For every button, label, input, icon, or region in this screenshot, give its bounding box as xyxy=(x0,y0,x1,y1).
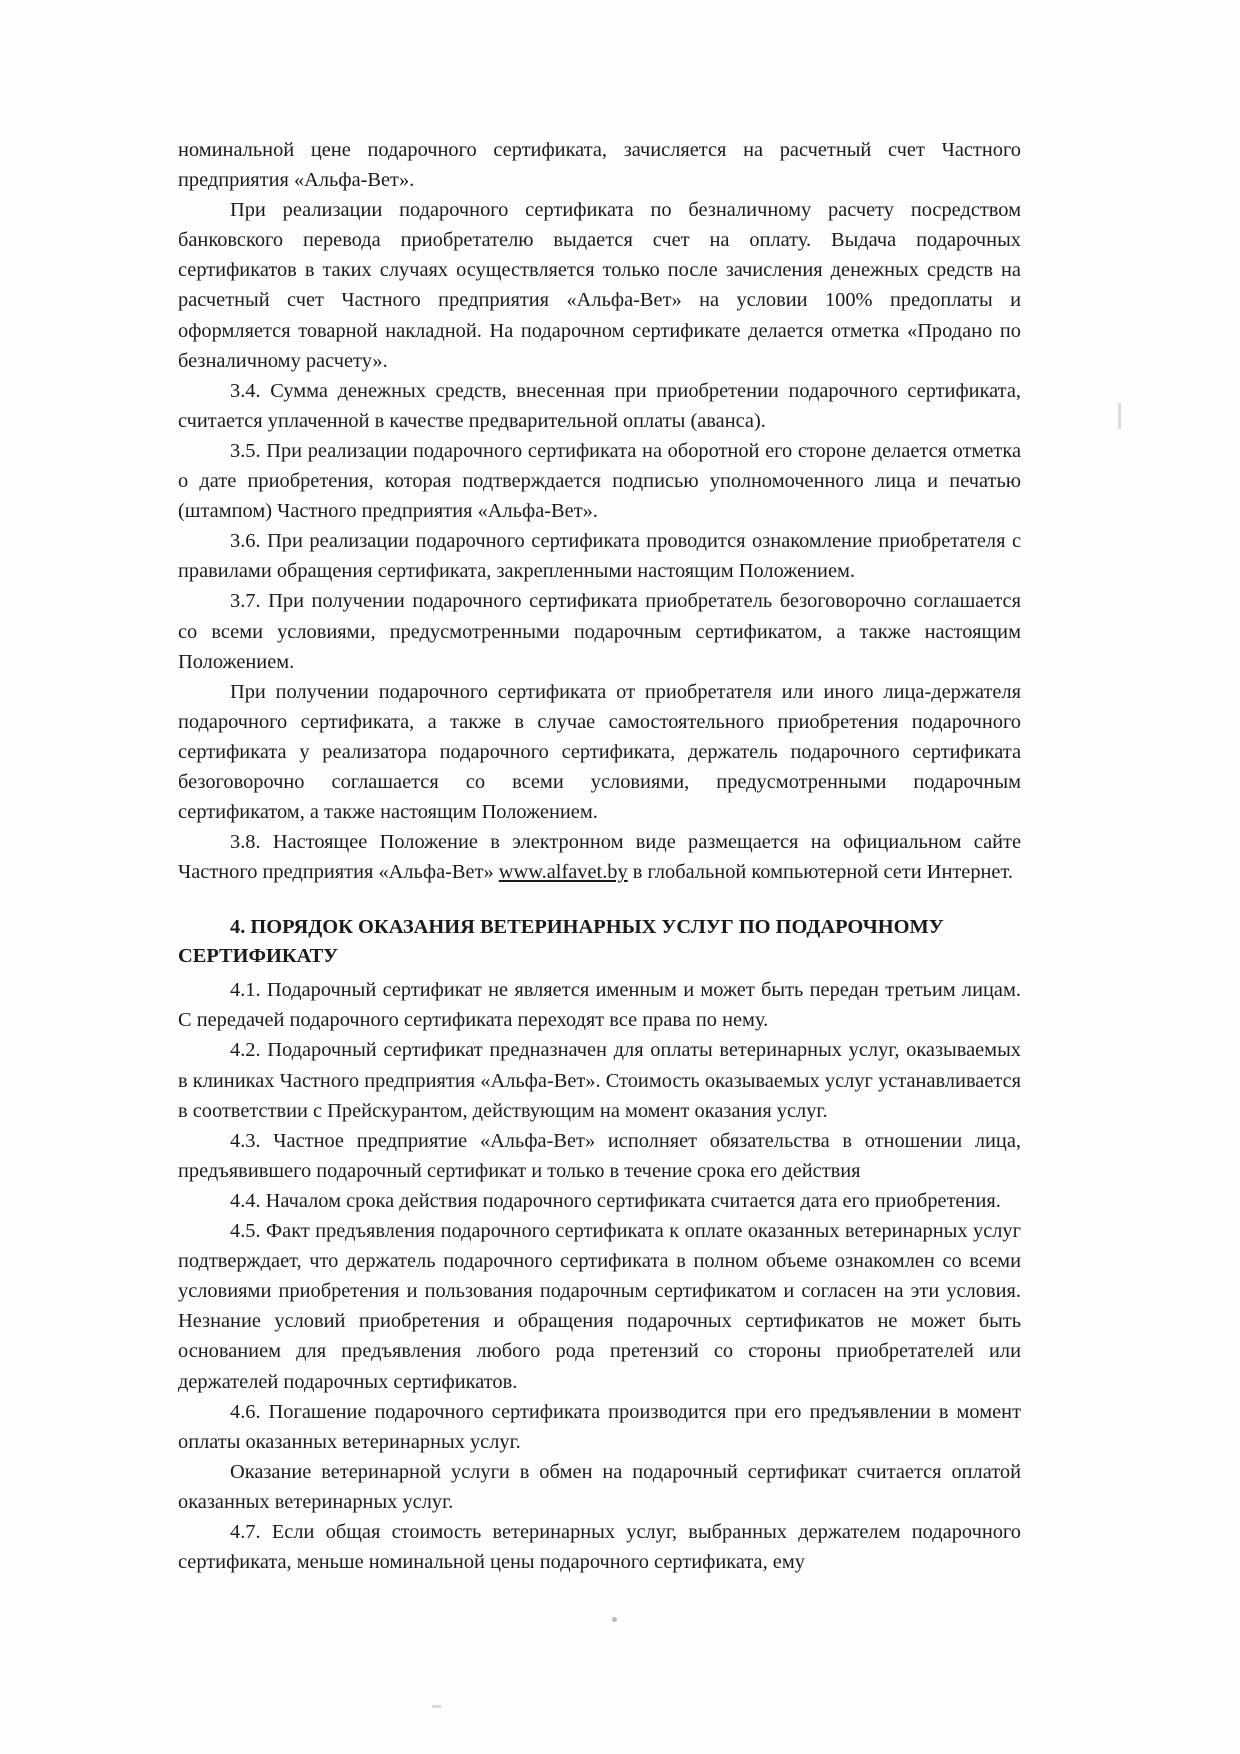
paragraph-holder-consent: При получении подарочного сертификата от приобретателя или иного лица-держателя подарочного сертификата, а также в случае самостоятельного приобретения подарочного сертификата у реализатора подарочного сертификата, держатель подарочного сертификата безоговорочно соглашается со всеми условиями, предусмотренными подарочным сертификатом, а также настоящим Положением. xyxy=(178,680,1021,824)
paragraph-3-4: 3.4. Сумма денежных средств, внесенная при приобретении подарочного сертификата, считается уплаченной в качестве предварительной оплаты (аванса). xyxy=(178,379,1021,432)
paragraph-4-6: 4.6. Погашение подарочного сертификата производится при его предъявлении в момент оплаты оказанных ветеринарных услуг. xyxy=(178,1400,1021,1453)
paragraph-3-8-before-link: 3.8. Настоящее Положение в электронном виде размещается на официальном сайте Частного предприятия «Альфа-Вет» xyxy=(178,831,1021,884)
scan-artifact-edge-mark xyxy=(1118,403,1121,429)
paragraph-4-2: 4.2. Подарочный сертификат предназначен для оплаты ветеринарных услуг, оказываемых в клиниках Частного предприятия «Альфа-Вет». Стоимость оказываемых услуг устанавливается в соответствии с Прейскурантом, действующим на момент оказания услуг. xyxy=(178,1039,1021,1122)
paragraph-4-7: 4.7. Если общая стоимость ветеринарных услуг, выбранных держателем подарочного сертификата, меньше номинальной цены подарочного сертификата, ему xyxy=(178,1520,1021,1574)
document-body xyxy=(178,135,1021,1577)
paragraph-3-8 xyxy=(178,827,1021,887)
paragraph-4-3: 4.3. Частное предприятие «Альфа-Вет» исполняет обязательства в отношении лица, предъявившего подарочный сертификат и только в течение срока его действия xyxy=(178,1129,1021,1182)
paragraph-3-5: 3.5. При реализации подарочного сертификата на оборотной его стороне делается отметка о дате приобретения, которая подтверждается подписью уполномоченного лица и печатью (штампом) Частного предприятия «Альфа-Вет». xyxy=(178,439,1021,523)
paragraph-4-1: 4.1. Подарочный сертификат не является именным и может быть передан третьим лицам. С передачей подарочного сертификата переходят все права по нему. xyxy=(178,979,1021,1032)
scan-artifact-dot xyxy=(612,1617,617,1622)
paragraph-3-8-after-link: в глобальной компьютерной сети Интернет. xyxy=(627,861,1013,884)
paragraph-4-4: 4.4. Началом срока действия подарочного сертификата считается дата его приобретения. xyxy=(230,1189,1001,1212)
paragraph-4-5: 4.5. Факт предъявления подарочного сертификата к оплате оказанных ветеринарных услуг подтверждает, что держатель подарочного сертификата в полном объеме ознакомлен со всеми условиями приобретения и пользования подарочным сертификатом и согласен на эти условия. Незнание условий приобретения и обращения подарочных сертификатов не может быть основанием для предъявления любого рода претензий со стороны приобретателей или держателей подарочных сертификатов. xyxy=(178,1220,1021,1393)
paragraph-3-7: 3.7. При получении подарочного сертификата приобретатель безоговорочно соглашается со всеми условиями, предусмотренными подарочным сертификатом, а также настоящим Положением. xyxy=(178,590,1021,673)
paragraph-bank-transfer: При реализации подарочного сертификата по безналичному расчету посредством банковского перевода приобретателю выдается счет на оплату. Выдача подарочных сертификатов в таких случаях осуществляется только после зачисления денежных средств на расчетный счет Частного предприятия «Альфа-Вет» на условии 100% предоплаты и оформляется товарной накладной. На подарочном сертификате делается отметка «Продано по безналичному расчету». xyxy=(178,199,1021,372)
paragraph-service-exchange: Оказание ветеринарной услуги в обмен на подарочный сертификат считается оплатой оказанных ветеринарных услуг. xyxy=(178,1460,1021,1513)
scan-artifact-bottom-mark xyxy=(432,1705,441,1708)
paragraph-nominal: номинальной цене подарочного сертификата, зачисляется на расчетный счет Частного предприятия «Альфа-Вет». xyxy=(178,139,1021,192)
website-link[interactable]: www.alfavet.by xyxy=(498,861,628,884)
section-heading-4: 4. ПОРЯДОК ОКАЗАНИЯ ВЕТЕРИНАРНЫХ УСЛУГ ПО ПОДАРОЧНОМУ СЕРТИФИКАТУ xyxy=(178,916,944,968)
paragraph-3-6: 3.6. При реализации подарочного сертификата проводится ознакомление приобретателя с правилами обращения сертификата, закрепленными настоящим Положением. xyxy=(178,530,1021,583)
